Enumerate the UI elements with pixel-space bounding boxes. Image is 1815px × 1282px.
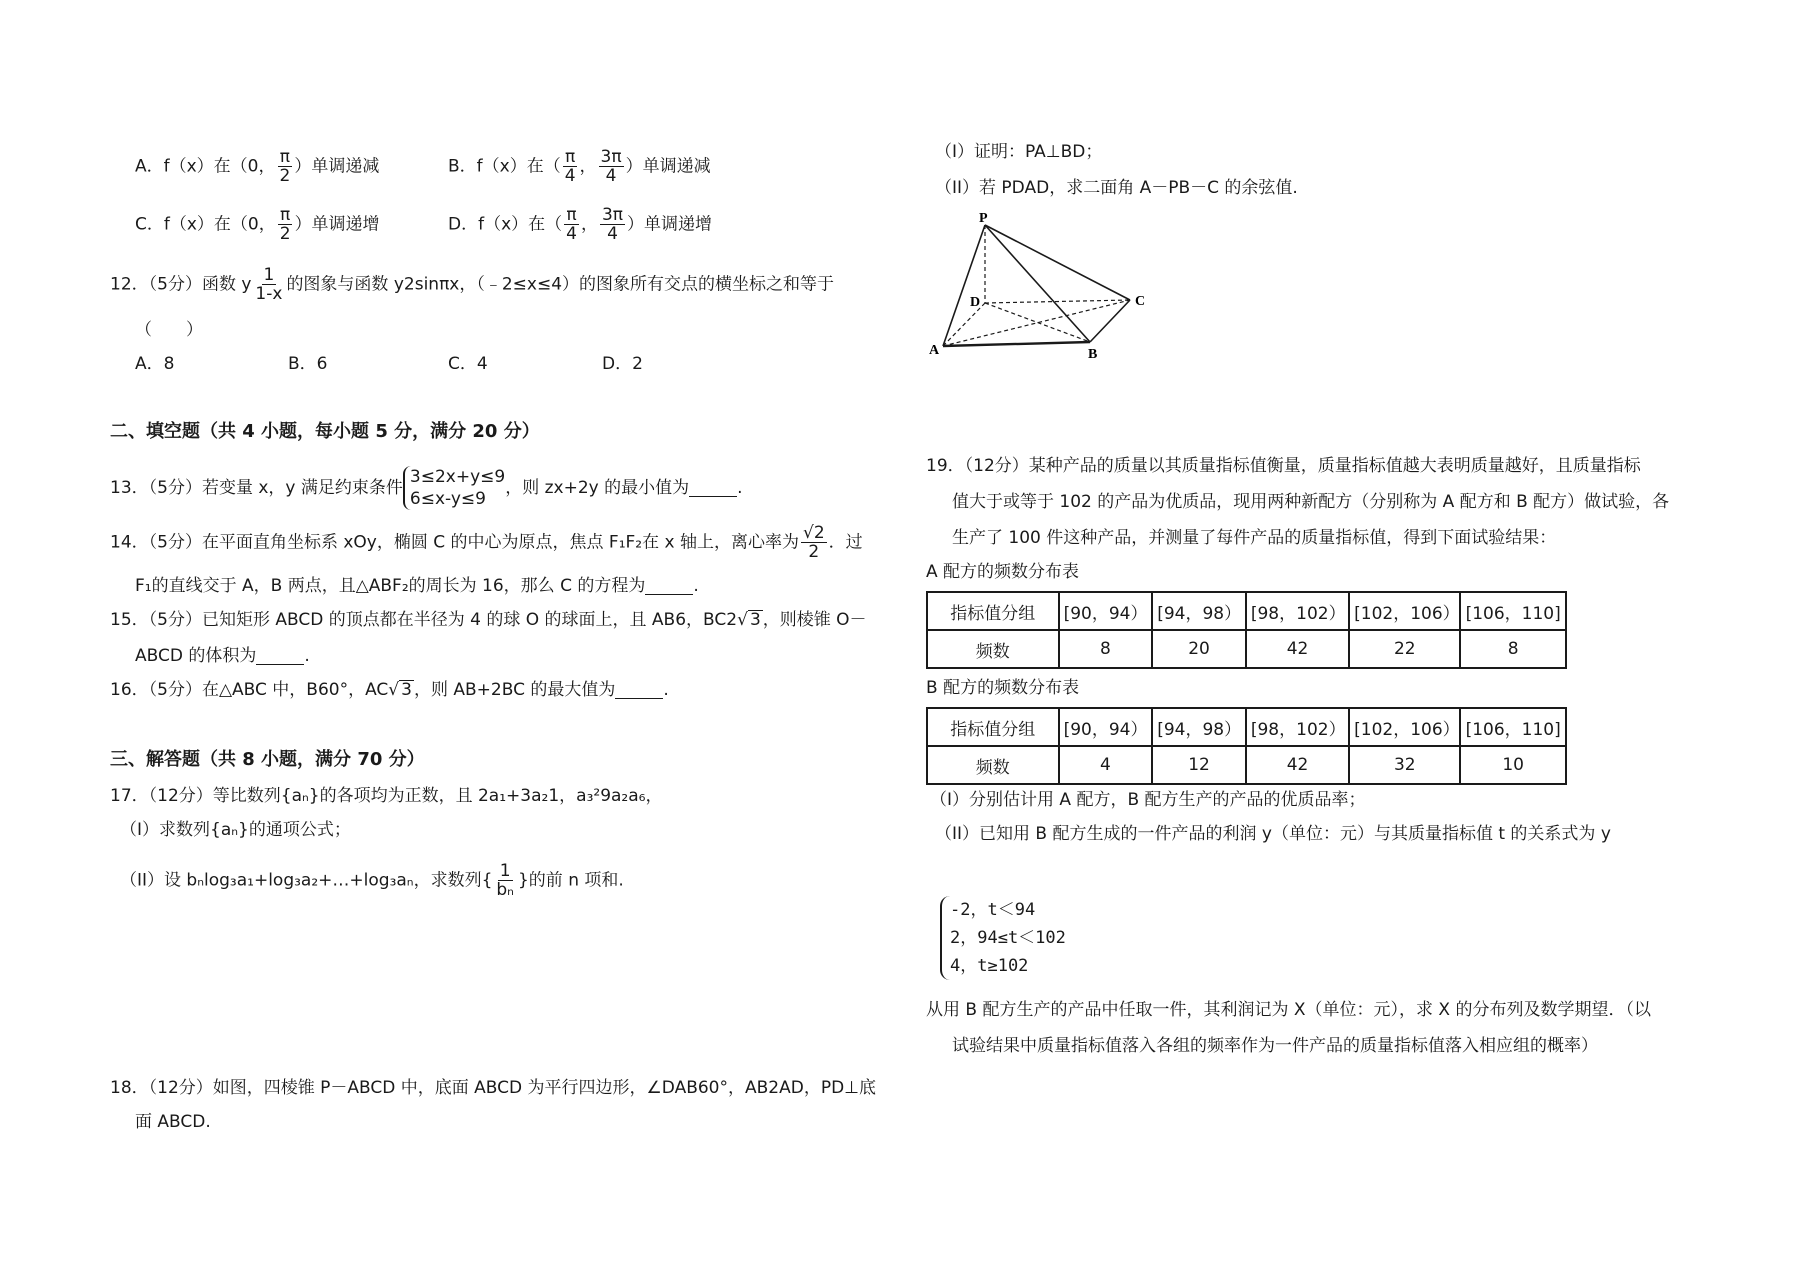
piecewise-case: 2，94≤t＜102 bbox=[950, 928, 1066, 948]
table-row bbox=[927, 708, 1566, 746]
section-solve-heading: 三、解答题（共 8 小题，满分 70 分） bbox=[110, 749, 425, 770]
q17-part1: （I）求数列{aₙ}的通项公式； bbox=[120, 820, 351, 840]
table-cell: 22 bbox=[1349, 630, 1460, 668]
table-cell: 32 bbox=[1349, 746, 1460, 784]
table-cell: [90，94） bbox=[1059, 708, 1153, 746]
table-cell: [98，102） bbox=[1246, 708, 1349, 746]
table-a bbox=[926, 591, 1567, 669]
table-cell: 频数 bbox=[927, 746, 1059, 784]
table-cell: 8 bbox=[1460, 630, 1566, 668]
table-cell: 指标值分组 bbox=[927, 592, 1059, 630]
answer-blank bbox=[615, 682, 663, 699]
q15-line1: 15．（5分）已知矩形 ABCD 的顶点都在半径为 4 的球 O 的球面上，且 AB6，BC2√ 3 ，则棱锥 O－ bbox=[110, 610, 867, 630]
vertex-label-a: A bbox=[929, 343, 940, 358]
q13: 13．（5分）若变量 x，y 满足约束条件 3≤2x+y≤9 6≤x-y≤9 ，则 zx+2y 的最小值为 . bbox=[110, 467, 743, 509]
table-cell: [106，110] bbox=[1460, 592, 1566, 630]
piecewise-case: 4，t≥102 bbox=[950, 956, 1029, 976]
vertex-label-b: B bbox=[1088, 347, 1098, 362]
q11-option-b: B．f（x）在（ $\frac{\pi}{4}$ ， $\frac{3\pi}{4}$ ）单调递减 bbox=[448, 147, 711, 186]
q18-part1: （I）证明：PA⊥BD； bbox=[935, 142, 1103, 162]
q19-part1: （Ⅰ）分别估计用 A 配方，B 配方生产的产品的优质品率； bbox=[930, 790, 1366, 810]
table-row bbox=[927, 592, 1566, 630]
vertex-label-d: D bbox=[970, 295, 981, 310]
q17-part2: （II）设 bₙlog₃a₁+log₃a₂+…+log₃aₙ，求数列{ $\frac{1}{\text{bₙ}}$ }的前 n 项和. bbox=[120, 861, 624, 900]
table-cell: 12 bbox=[1152, 746, 1246, 784]
table-cell: 10 bbox=[1460, 746, 1566, 784]
table-b bbox=[926, 707, 1567, 785]
table-cell: 8 bbox=[1059, 630, 1153, 668]
q15-line2: ABCD 的体积为 . bbox=[135, 646, 310, 666]
q12-option-a: A．8 bbox=[135, 354, 175, 374]
q14-line2: F₁的直线交于 A，B 两点，且△ABF₂的周长为 16，那么 C 的方程为 . bbox=[135, 576, 699, 596]
q12-option-c: C．4 bbox=[448, 354, 488, 374]
q12-answer-paren: （ ） bbox=[135, 320, 203, 340]
q11-option-a: A．f（x）在（0， $\frac{\pi}{2}$ ）单调递减 bbox=[135, 147, 380, 186]
table-cell: 指标值分组 bbox=[927, 708, 1059, 746]
table-b-title: B 配方的频数分布表 bbox=[926, 678, 1080, 698]
table-cell: 4 bbox=[1059, 746, 1153, 784]
q12-stem: 12．（5分）函数 y $\frac{1}{1-x}$ 的图象与函数 y2sinπx，（﹣2≤x≤4）的图象所有交点的横坐标之和等于 bbox=[110, 265, 835, 304]
table-row bbox=[927, 630, 1566, 668]
table-cell: [98，102） bbox=[1246, 592, 1349, 630]
table-row bbox=[927, 746, 1566, 784]
q18-stem-line1: 18．（12分）如图，四棱锥 P－ABCD 中，底面 ABCD 为平行四边形，∠DAB60°，AB2AD，PD⊥底 bbox=[110, 1078, 876, 1098]
q16: 16．（5分）在△ABC 中，B60°，AC√ 3 ，则 AB+2BC 的最大值为 . bbox=[110, 680, 669, 700]
q19-stem-line3: 生产了 100 件这种产品，并测量了每件产品的质量指标值，得到下面试验结果： bbox=[952, 528, 1557, 548]
table-cell: 频数 bbox=[927, 630, 1059, 668]
pyramid-figure bbox=[925, 205, 1165, 365]
q11-option-d: D．f（x）在（ $\frac{\pi}{4}$ ， $\frac{3\pi}{4}$ ）单调递增 bbox=[448, 205, 713, 244]
q19-stem-line2: 值大于或等于 102 的产品为优质品，现用两种新配方（分别称为 A 配方和 B 配方）做试验，各 bbox=[952, 492, 1670, 512]
vertex-label-p: P bbox=[979, 211, 988, 226]
table-cell: 20 bbox=[1152, 630, 1246, 668]
table-cell: 42 bbox=[1246, 630, 1349, 668]
vertex-label-c: C bbox=[1135, 294, 1146, 309]
q12-option-b: B．6 bbox=[288, 354, 328, 374]
table-cell: [102，106） bbox=[1349, 708, 1460, 746]
q19-part2-cont-line2: 试验结果中质量指标值落入各组的频率作为一件产品的质量指标值落入相应组的概率） bbox=[952, 1036, 1598, 1056]
table-a-title: A 配方的频数分布表 bbox=[926, 562, 1080, 582]
q11-option-c: C．f（x）在（0， $\frac{\pi}{2}$ ）单调递增 bbox=[135, 205, 380, 244]
table-cell: [94，98） bbox=[1152, 708, 1246, 746]
answer-blank bbox=[689, 480, 737, 497]
q18-stem-line2: 面 ABCD. bbox=[135, 1112, 211, 1132]
table-cell: [106，110] bbox=[1460, 708, 1566, 746]
q19-part2-cont-line1: 从用 B 配方生产的产品中任取一件，其利润记为 X（单位：元），求 X 的分布列及数学期望．（以 bbox=[926, 1000, 1651, 1020]
table-cell: [94，98） bbox=[1152, 592, 1246, 630]
q17-stem: 17．（12分）等比数列{aₙ}的各项均为正数，且 2a₁+3a₂1，a₃²9a₂a₆， bbox=[110, 786, 663, 806]
q12-option-d: D．2 bbox=[602, 354, 643, 374]
table-cell: [102，106） bbox=[1349, 592, 1460, 630]
section-fill-in-heading: 二、填空题（共 4 小题，每小题 5 分，满分 20 分） bbox=[110, 421, 540, 442]
table-cell: 42 bbox=[1246, 746, 1349, 784]
piecewise-function bbox=[940, 896, 1066, 980]
q14-line1: 14．（5分）在平面直角坐标系 xOy，椭圆 C 的中心为原点，焦点 F₁F₂在 x 轴上，离心率为 $\frac{√2}{2}$ ．过 bbox=[110, 523, 863, 562]
answer-blank bbox=[256, 648, 304, 665]
answer-blank bbox=[645, 578, 693, 595]
piecewise-case: -2，t＜94 bbox=[950, 900, 1036, 920]
q18-part2: （II）若 PDAD，求二面角 A－PB－C 的余弦值. bbox=[935, 178, 1298, 198]
q19-stem-line1: 19．（12分）某种产品的质量以其质量指标值衡量，质量指标值越大表明质量越好，且质量指标 bbox=[926, 456, 1641, 476]
q19-part2: （II）已知用 B 配方生成的一件产品的利润 y（单位：元）与其质量指标值 t 的关系式为 y bbox=[935, 824, 1611, 844]
table-cell: [90，94） bbox=[1059, 592, 1153, 630]
